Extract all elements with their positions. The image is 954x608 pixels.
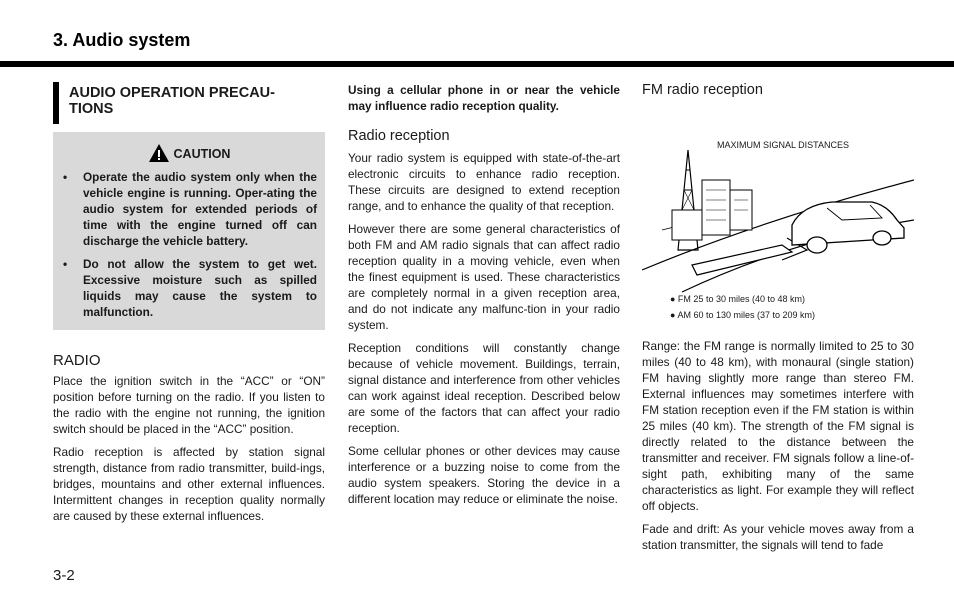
paragraph: Range: the FM range is normally limited to 25 to 30 miles (40 to 48 km), with monaural (single station) FM having slightly more range than stereo FM. External influences may sometimes interfere with FM station reception even if the FM station is within 25 miles (40 km). The strength of the FM signal is directly related to the distance between the transmitter and receiver. FM signals follow a line-of-sight path, exhibiting many of the same characteristics as light. For example they will reflect off objects. (642, 339, 914, 513)
radio-reception-heading: Radio reception (348, 128, 450, 144)
paragraph: Your radio system is equipped with state-of-the-art electronic circuits to enhance radio reception. These circuits are designed to extend reception range, and to enhance the quality of that reception. (348, 151, 620, 213)
section-heading-text: AUDIO OPERATION PRECAU- TIONS (69, 85, 275, 117)
caution-item: • Operate the audio system only when the vehicle engine is running. Oper-ating the audio system for extended periods of time with the engine turned off can discharge the vehicle battery. (61, 169, 317, 249)
warning-triangle-icon (148, 143, 170, 163)
paragraph: However there are some general characteristics of both FM and AM radio signals that can affect radio reception quality in a moving vehicle, even when the finest equipment is used. These characteristics are completely normal in a given reception area, and do not indicate any malfunc-tion in your radio system. (348, 222, 620, 332)
paragraph: Reception conditions will constantly change because of vehicle movement. Buildings, terrain, signal distance and interference from other vehicles can work against ideal reception. Described below are some of the factors that can affect your radio reception. (348, 341, 620, 435)
column-3 (642, 82, 914, 560)
radio-heading: RADIO (53, 352, 101, 369)
caution-title-text: CAUTION (173, 147, 231, 161)
figure-title: MAXIMUM SIGNAL DISTANCES (717, 140, 850, 150)
column-2 (348, 82, 620, 514)
page-header-title: 3. Audio system (53, 30, 191, 50)
page-number: 3-2 (53, 567, 75, 584)
paragraph: Some cellular phones or other devices may cause interference or a buzzing noise to come from the audio system speakers. Storing the device in a different location may reduce or eliminate the noise. (348, 444, 620, 506)
section-heading (53, 82, 325, 124)
fm-reception-heading: FM radio reception (642, 82, 763, 98)
header-rule (0, 61, 954, 67)
paragraph: Place the ignition switch in the “ACC” or “ON” position before turning on the radio. If you listen to the radio with the engine not running, the ignition switch should be placed in the “ACC” position. (53, 374, 325, 436)
caution-box (53, 132, 325, 330)
caution-item: • Do not allow the system to get wet. Excessive moisture such as spilled liquids may cause the system to malfunction. (61, 256, 317, 320)
cellular-note: Using a cellular phone in or near the vehicle may influence radio reception quality. (348, 83, 620, 113)
figure-legend-am: ● AM 60 to 130 miles (37 to 209 km) (670, 310, 816, 320)
signal-arrow (692, 245, 792, 275)
figure-legend-fm: ● FM 25 to 30 miles (40 to 48 km) (670, 294, 805, 304)
caution-title (61, 143, 317, 163)
caution-list (61, 169, 317, 320)
car-icon (792, 202, 904, 253)
paragraph: Radio reception is affected by station signal strength, distance from radio transmitter, build-ings, bridges, mountains and other external influences. Intermittent changes in reception quality normally are caused by these external influences. (53, 445, 325, 523)
paragraph: Fade and drift: As your vehicle moves away from a station transmitter, the signals will tend to fade (642, 522, 914, 552)
column-1 (53, 82, 325, 531)
signal-distance-figure (642, 110, 914, 320)
